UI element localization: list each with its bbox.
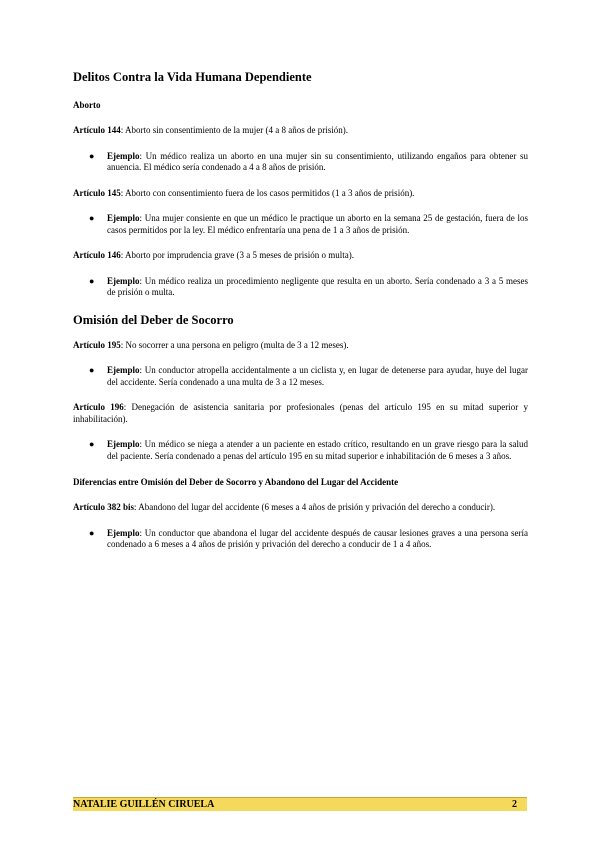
bullet-icon: ● — [89, 275, 95, 286]
example-list — [73, 528, 528, 551]
document-page — [73, 70, 528, 565]
article-text: : Aborto por imprudencia grave (3 a 5 meses de prisión o multa). — [120, 250, 354, 260]
example-list — [73, 439, 528, 462]
example-item — [89, 365, 528, 388]
article-text: : Aborto con consentimiento fuera de los casos permitidos (1 a 3 años de prisión). — [120, 187, 415, 198]
bullet-icon: ● — [89, 150, 95, 161]
example-text: : Un médico se niega a atender a un paciente en estado crítico, resultando en un grave riesgo para la salud del paciente. Sería condenado a penas del artículo 195 en su mitad superior e inhabilitación de 6 meses a 3 años. — [107, 439, 528, 461]
example-label: Ejemplo — [107, 275, 140, 286]
page-number: 2 — [512, 799, 517, 810]
example-item — [89, 527, 528, 551]
article-text: : Abandono del lugar del accidente (6 meses a 4 años de prisión y privación del derecho a conducir). — [134, 502, 496, 512]
article-146 — [73, 250, 528, 262]
bullet-icon: ● — [89, 213, 95, 223]
example-label: Ejemplo — [107, 439, 140, 449]
example-item — [89, 213, 528, 236]
example-list — [73, 276, 528, 299]
article-label: Artículo 146 — [73, 250, 121, 260]
footer-author: NATALIE GUILLÉN CIRUELA — [73, 799, 215, 810]
article-382-bis — [73, 502, 528, 514]
article-144 — [73, 125, 528, 137]
example-item — [89, 439, 528, 462]
page-title: Delitos Contra la Vida Humana Dependiente — [73, 70, 312, 84]
subtitle-diferencias: Diferencias entre Omisión del Deber de Socorro y Abandono del Lugar del Accidente — [73, 477, 399, 487]
article-text: : Denegación de asistencia sanitaria por profesionales (penas del artículo 195 en su mitad superior y inhabilitación). — [73, 402, 528, 424]
section-title-omision: Omisión del Deber de Socorro — [73, 312, 234, 327]
bullet-icon: ● — [89, 439, 95, 449]
example-label: Ejemplo — [107, 527, 140, 538]
example-text: : Una mujer consiente en que un médico le practique un aborto en la semana 25 de gestación, fuera de los casos permitidos por la ley. El médico enfrentaría una pena de 1 a 3 años de prisión. — [107, 213, 528, 235]
example-label: Ejemplo — [107, 150, 140, 161]
article-text: : Aborto sin consentimiento de la mujer (4 a 8 años de prisión). — [120, 125, 348, 135]
article-text: : No socorrer a una persona en peligro (multa de 3 a 12 meses). — [120, 339, 349, 350]
example-text: : Un médico realiza un procedimiento negligente que resulta en un aborto. Sería condenado a 3 a 5 meses de prisión o multa. — [107, 275, 528, 297]
bullet-icon: ● — [89, 365, 95, 375]
article-label: Artículo 196 — [73, 402, 124, 412]
example-label: Ejemplo — [107, 213, 140, 223]
example-list — [73, 213, 528, 236]
article-195 — [73, 340, 528, 352]
article-label: Artículo 144 — [73, 125, 121, 135]
page-footer — [73, 797, 527, 811]
example-list — [73, 365, 528, 388]
article-196 — [73, 402, 528, 425]
example-text: : Un médico realiza un aborto en una mujer sin su consentimiento, utilizando engaños para obtener su anuencia. El médico sería condenado a 4 a 8 años de prisión. — [107, 150, 528, 172]
article-label: Artículo 195 — [73, 339, 121, 350]
article-label: Artículo 382 bis — [73, 502, 135, 512]
example-list — [73, 151, 528, 174]
bullet-icon: ● — [89, 527, 95, 538]
example-text: : Un conductor que abandona el lugar del accidente después de causar lesiones graves a una persona sería condenado a 6 meses a 4 años de prisión y privación del derecho a conducir de 1 a 4 años. — [107, 527, 528, 549]
article-145 — [73, 188, 528, 200]
subtitle-aborto: Aborto — [73, 100, 101, 110]
example-item — [89, 150, 528, 174]
example-text: : Un conductor atropella accidentalmente a un ciclista y, en lugar de detenerse para ayudar, huye del lugar del accidente. Sería condenado a una multa de 3 a 12 meses. — [107, 365, 528, 387]
example-item — [89, 275, 528, 299]
article-label: Artículo 145 — [73, 187, 121, 198]
example-label: Ejemplo — [107, 365, 140, 375]
